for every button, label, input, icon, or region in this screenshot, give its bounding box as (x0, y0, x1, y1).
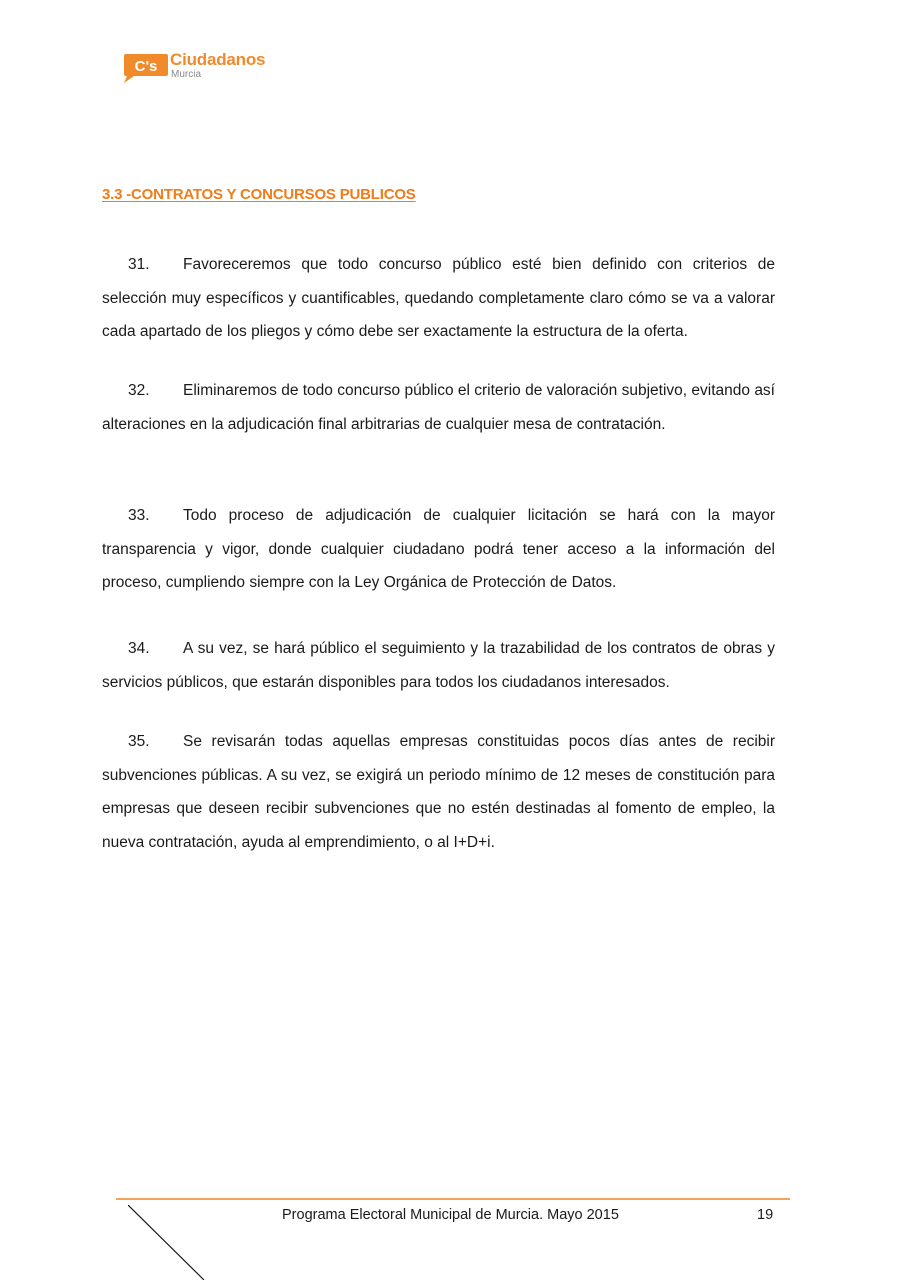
list-item (102, 374, 775, 441)
footer-divider (116, 1198, 790, 1200)
item-text: Se revisarán todas aquellas empresas constituidas pocos días antes de recibir subvenciones públicas. A su vez, se exigirá un periodo mínimo de 12 meses de constitución para empresas que deseen recibir subvenciones que no estén destinadas al fomento de empleo, la nueva contratación, ayuda al emprendimiento, o al I+D+i. (102, 733, 775, 851)
list-item (102, 248, 775, 349)
footer-text: Programa Electoral Municipal de Murcia. Mayo 2015 (282, 1207, 619, 1223)
ciudadanos-logo (122, 50, 272, 86)
item-text: Todo proceso de adjudicación de cualquier licitación se hará con la mayor transparencia y vigor, donde cualquier ciudadano podrá tener acceso a la información del proceso, cumpliendo siempre con la Ley Orgánica de Protección de Datos. (102, 507, 775, 591)
item-text: Favoreceremos que todo concurso público esté bien definido con criterios de selección muy específicos y cuantificables, quedando completamente claro cómo se va a valorar cada apartado de los pliegos y cómo debe ser exactamente la estructura de la oferta. (102, 256, 775, 340)
list-item (102, 499, 775, 600)
cs-logo-icon (122, 52, 168, 84)
item-number: 34. (128, 640, 150, 657)
item-number: 35. (128, 733, 150, 750)
list-item (102, 725, 775, 859)
page-number: 19 (757, 1207, 774, 1223)
item-number: 33. (128, 507, 150, 524)
item-number: 31. (128, 256, 150, 273)
section-title: 3.3 -CONTRATOS Y CONCURSOS PUBLICOS (102, 186, 416, 203)
list-item (102, 632, 775, 699)
item-number: 32. (128, 382, 150, 399)
logo-subtitle: Murcia (171, 69, 202, 80)
logo-mark-text: C's (134, 58, 158, 75)
logo-name: Ciudadanos (170, 50, 266, 69)
item-text: A su vez, se hará público el seguimiento y la trazabilidad de los contratos de obras y servicios públicos, que estarán disponibles para todos los ciudadanos interesados. (102, 640, 775, 691)
footer-diagonal-line (128, 1205, 208, 1280)
item-text: Eliminaremos de todo concurso público el criterio de valoración subjetivo, evitando así alteraciones en la adjudicación final arbitrarias de cualquier mesa de contratación. (102, 382, 775, 433)
